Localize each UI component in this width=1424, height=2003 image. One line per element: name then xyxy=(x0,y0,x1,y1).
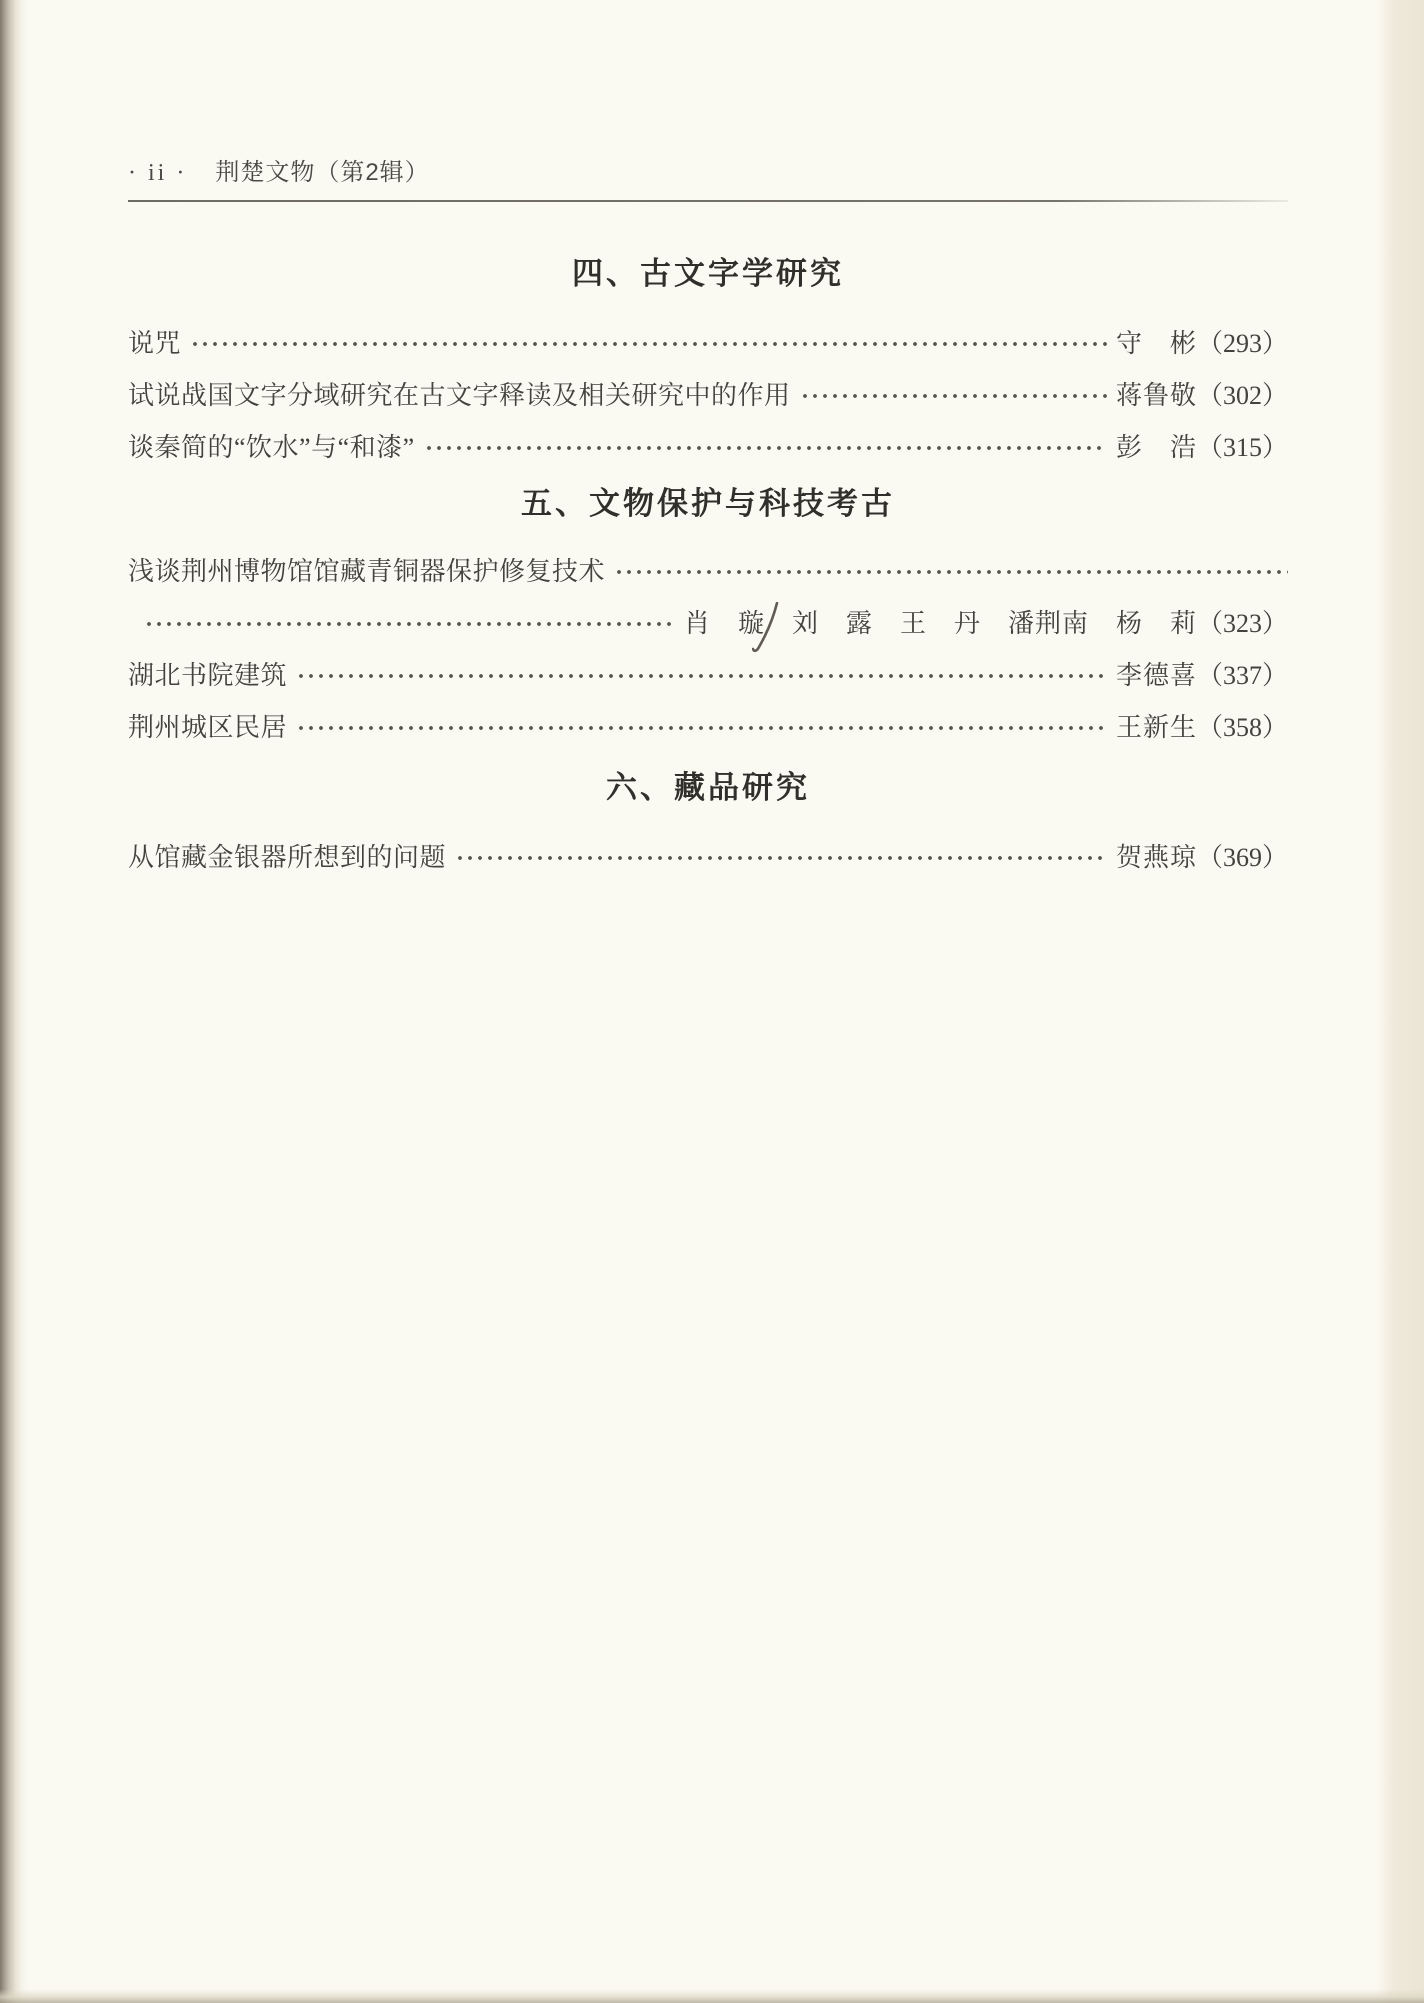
toc-entry-authors: 李德喜 xyxy=(1115,661,1197,690)
left-page-edge xyxy=(0,0,30,2003)
running-header xyxy=(128,152,1288,187)
toc-entry-page: （323） xyxy=(1196,609,1288,638)
toc-entry-title: 湖北书院建筑 xyxy=(128,661,288,690)
bottom-page-edge xyxy=(0,1989,1424,2003)
toc-entry-page: （293） xyxy=(1196,329,1288,358)
dot-leader xyxy=(190,318,1107,370)
dot-leader xyxy=(614,546,1288,598)
toc-entry-page: （369） xyxy=(1196,843,1288,872)
toc-row xyxy=(128,370,1288,422)
running-book-title: 荆楚文物（第2辑） xyxy=(215,159,430,186)
toc-row xyxy=(128,832,1288,884)
toc-row xyxy=(128,546,1288,598)
toc-entry-authors: 肖 璇 刘 露 王 丹 潘荆南 杨 莉 xyxy=(683,609,1197,638)
dot-leader xyxy=(296,650,1107,702)
toc-entry-authors: 王新生 xyxy=(1115,713,1197,742)
toc-entry-authors: 贺燕琼 xyxy=(1115,843,1197,872)
toc-row xyxy=(128,650,1288,702)
toc-entry-authors: 彭 浩 xyxy=(1115,433,1197,462)
toc-entry-page: （315） xyxy=(1196,433,1288,462)
header-rule xyxy=(128,200,1288,202)
toc-entry-authors: 蒋鲁敬 xyxy=(1115,381,1197,410)
toc-row xyxy=(128,422,1288,474)
toc-entry-page: （337） xyxy=(1196,661,1288,690)
page-content xyxy=(128,0,1288,884)
section-heading-6: 六、藏品研究 xyxy=(606,770,810,805)
section-5-entries xyxy=(128,546,1288,754)
toc-entry-authors: 守 彬 xyxy=(1115,329,1197,358)
toc-row xyxy=(128,702,1288,754)
toc-entry-page: （358） xyxy=(1196,713,1288,742)
toc-entry-title: 谈秦简的“饮水”与“和漆” xyxy=(128,433,415,462)
toc-row xyxy=(128,318,1288,370)
toc-entry-title: 从馆藏金银器所想到的问题 xyxy=(128,843,447,872)
dot-leader xyxy=(455,832,1107,884)
dot-leader xyxy=(144,598,675,650)
toc-entry-title: 荆州城区民居 xyxy=(128,713,288,742)
section-6-entries xyxy=(128,832,1288,884)
dot-leader xyxy=(296,702,1107,754)
section-4-entries xyxy=(128,318,1288,474)
dot-leader xyxy=(424,422,1107,474)
dot-leader xyxy=(800,370,1107,422)
section-heading-5: 五、文物保护与科技考古 xyxy=(521,486,895,521)
toc-entry-title: 试说战国文字分域研究在古文字释读及相关研究中的作用 xyxy=(128,381,791,410)
section-heading-4: 四、古文字学研究 xyxy=(572,256,844,291)
toc-entry-page: （302） xyxy=(1196,381,1288,410)
right-page-edge xyxy=(1376,0,1424,2003)
toc-row-continuation xyxy=(128,598,1288,650)
toc-entry-title: 说咒 xyxy=(128,329,182,358)
folio-page-number: · ii · xyxy=(128,160,188,186)
toc-entry-title: 浅谈荆州博物馆馆藏青铜器保护修复技术 xyxy=(128,557,606,586)
